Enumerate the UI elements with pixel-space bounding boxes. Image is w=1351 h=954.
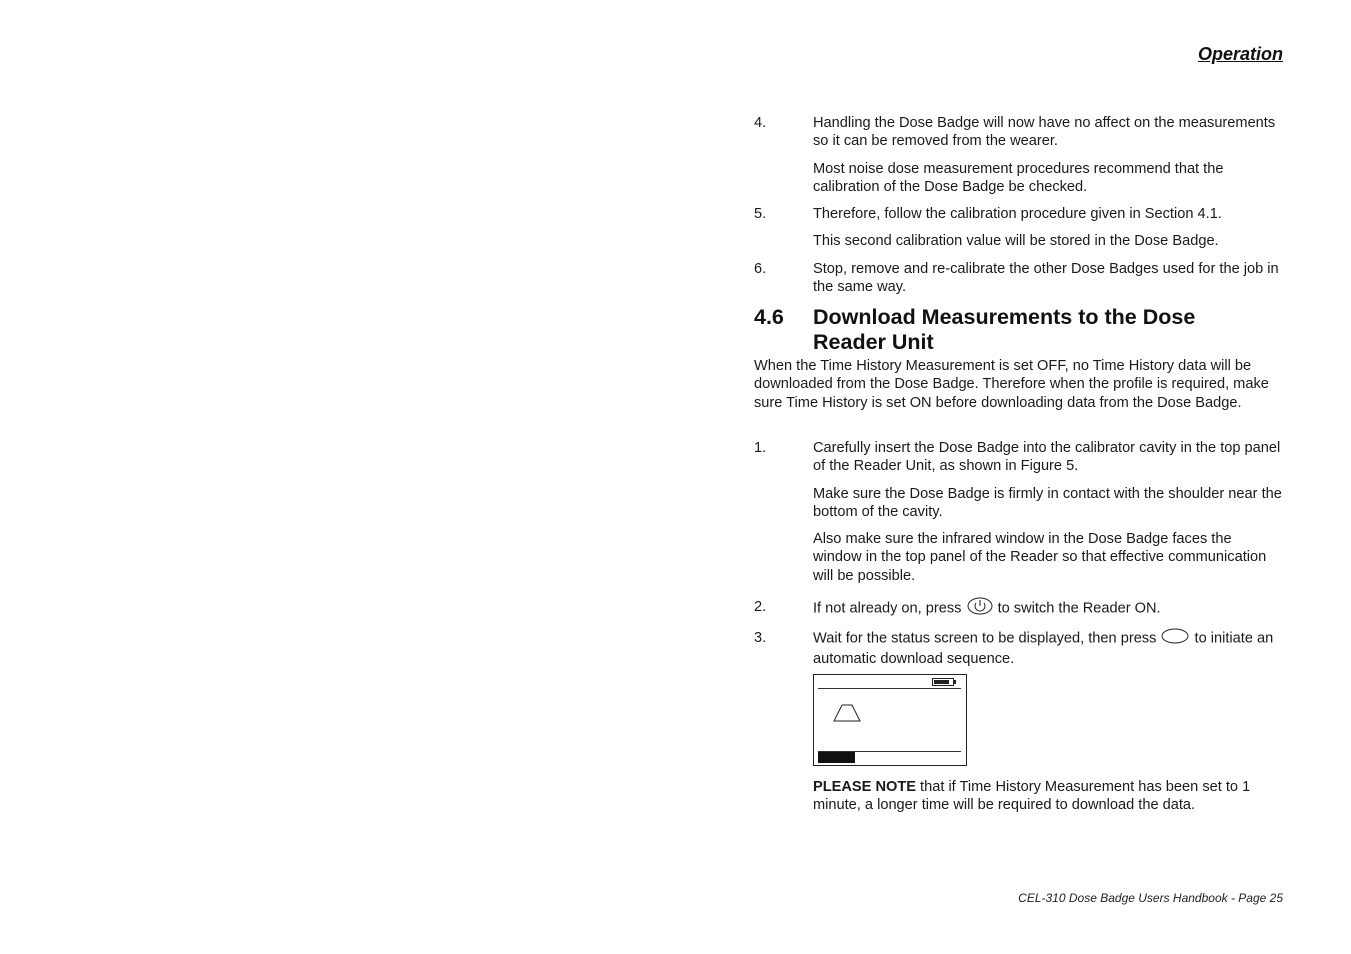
page-footer: CEL-310 Dose Badge Users Handbook - Page 25 [1018, 891, 1283, 905]
note-text: that if Time History Measurement has been set to 1 minute, a longer time will be required to download the data. [813, 779, 1251, 814]
battery-tip [954, 680, 956, 684]
step-text-after: to initiate an automatic download sequence. [813, 630, 1274, 668]
note-label: PLEASE NOTE [813, 779, 916, 795]
step-text [813, 596, 1284, 621]
step-text: Carefully insert the Dose Badge into the calibrator cavity in the top panel of the Reader Unit, as shown in Figure 5. [813, 440, 1281, 475]
list-item [754, 114, 1284, 151]
reader-screen-figure [813, 674, 967, 766]
section-heading [754, 305, 1253, 355]
battery-icon [932, 678, 954, 686]
step-text [813, 627, 1284, 669]
step-text-before: If not already on, press [813, 600, 962, 617]
step-text: Stop, remove and re-calibrate the other Dose Badges used for the job in the same way. [813, 261, 1279, 296]
list-item [754, 260, 1284, 297]
list-item [754, 205, 1284, 223]
step-number: 6. [754, 261, 767, 277]
intro-paragraph: When the Time History Measurement is set OFF, no Time History data will be downloaded from the Dose Badge. Therefore when the profile is required, make sure Time History is set ON before downloading data from the Dose Badge. [754, 358, 1269, 411]
paragraph: This second calibration value will be stored in the Dose Badge. [813, 233, 1219, 249]
oval-button-icon [1160, 627, 1190, 650]
step-number: 4. [754, 115, 767, 131]
screen-divider [818, 688, 961, 689]
step-number: 3. [754, 630, 767, 646]
step-number: 1. [754, 440, 767, 456]
paragraph: Make sure the Dose Badge is firmly in contact with the shoulder near the bottom of the cavity. [813, 486, 1282, 521]
paragraph: Most noise dose measurement procedures recommend that the calibration of the Dose Badge be checked. [813, 161, 1224, 196]
step-number: 5. [754, 206, 767, 222]
list-item [754, 627, 1284, 669]
badge-outline-icon [832, 703, 862, 723]
list-item [754, 439, 1284, 476]
step-text: Handling the Dose Badge will now have no affect on the measurements so it can be removed from the wearer. [813, 115, 1276, 150]
step-number: 2. [754, 599, 767, 615]
step-text-after: to switch the Reader ON. [997, 600, 1161, 617]
paragraph: Also make sure the infrared window in the Dose Badge faces the window in the top panel of the Reader so that effective communication will be possible. [813, 531, 1267, 584]
note-paragraph [813, 778, 1283, 815]
step-text-before: Wait for the status screen to be displayed, then press [813, 630, 1157, 647]
power-button-icon [966, 596, 994, 621]
section-header: Operation [1197, 44, 1283, 64]
list-item [754, 596, 1284, 621]
step-text: Therefore, follow the calibration procedure given in Section 4.1. [813, 206, 1222, 222]
section-title: Download Measurements to the Dose Reader Unit [813, 305, 1196, 354]
section-number: 4.6 [754, 305, 784, 329]
progress-bar [818, 752, 855, 763]
